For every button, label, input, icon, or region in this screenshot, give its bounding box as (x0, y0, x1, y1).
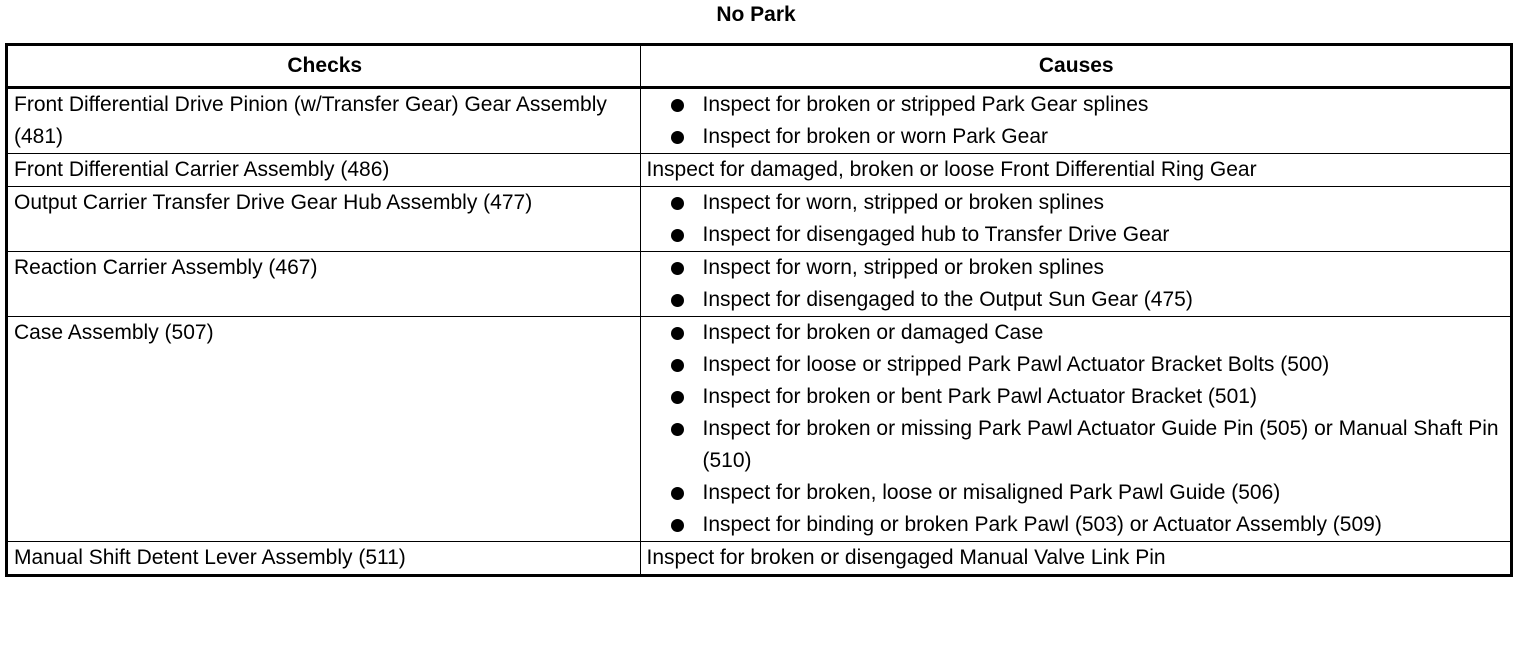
cause-item (669, 187, 1507, 219)
bullet-icon (671, 262, 684, 275)
table-row (8, 187, 1510, 252)
cause-item (669, 381, 1507, 413)
cause-list (647, 317, 1507, 541)
cause-text: Inspect for broken or missing Park Pawl Actuator Guide Pin (505) or Manual Shaft Pin (510) (702, 417, 1499, 472)
cause-text: Inspect for loose or stripped Park Pawl Actuator Bracket Bolts (500) (702, 353, 1330, 376)
cause-cell: Inspect for damaged, broken or loose Front Differential Ring Gear (640, 154, 1510, 187)
cause-text: Inspect for broken or damaged Case (702, 321, 1044, 344)
bullet-icon (671, 359, 684, 372)
bullet-icon (671, 327, 684, 340)
cause-cell (640, 88, 1510, 154)
cause-list (647, 89, 1507, 153)
bullet-icon (671, 519, 684, 532)
troubleshooting-table (8, 46, 1510, 574)
table-row (8, 154, 1510, 187)
bullet-icon (671, 391, 684, 404)
table-row (8, 542, 1510, 575)
page-title: No Park (716, 3, 796, 26)
cause-text: Inspect for binding or broken Park Pawl (503) or Actuator Assembly (509) (702, 513, 1382, 536)
table-row (8, 252, 1510, 317)
cause-item (669, 219, 1507, 251)
cause-item (669, 252, 1507, 284)
cause-item (669, 509, 1507, 541)
bullet-icon (671, 487, 684, 500)
table-row (8, 88, 1510, 154)
cause-item (669, 89, 1507, 121)
table-row (8, 317, 1510, 542)
causes-column-header: Causes (640, 46, 1510, 88)
cause-text: Inspect for disengaged hub to Transfer Drive Gear (702, 223, 1170, 246)
bullet-icon (671, 131, 684, 144)
cause-list (647, 187, 1507, 251)
cause-text: Inspect for broken or worn Park Gear (702, 125, 1048, 148)
check-cell: Output Carrier Transfer Drive Gear Hub Assembly (477) (8, 187, 640, 252)
checks-column-header: Checks (8, 46, 640, 88)
bullet-icon (671, 294, 684, 307)
bullet-icon (671, 197, 684, 210)
check-cell: Front Differential Carrier Assembly (486) (8, 154, 640, 187)
check-cell: Manual Shift Detent Lever Assembly (511) (8, 542, 640, 575)
bullet-icon (671, 229, 684, 242)
cause-text: Inspect for broken, loose or misaligned Park Pawl Guide (506) (702, 481, 1281, 504)
cause-cell (640, 317, 1510, 542)
cause-text: Inspect for worn, stripped or broken splines (702, 256, 1105, 279)
cause-cell: Inspect for broken or disengaged Manual Valve Link Pin (640, 542, 1510, 575)
cause-cell (640, 187, 1510, 252)
check-cell: Reaction Carrier Assembly (467) (8, 252, 640, 317)
cause-list (647, 252, 1507, 316)
cause-item (669, 477, 1507, 509)
cause-text: Inspect for disengaged to the Output Sun Gear (475) (702, 288, 1193, 311)
cause-item (669, 317, 1507, 349)
bullet-icon (671, 423, 684, 436)
cause-item (669, 349, 1507, 381)
cause-cell (640, 252, 1510, 317)
check-cell: Case Assembly (507) (8, 317, 640, 542)
cause-text: Inspect for broken or stripped Park Gear splines (702, 93, 1149, 116)
cause-item (669, 121, 1507, 153)
cause-text: Inspect for worn, stripped or broken splines (702, 191, 1105, 214)
table-header-row (8, 46, 1510, 88)
cause-item (669, 413, 1507, 477)
cause-text: Inspect for broken or bent Park Pawl Actuator Bracket (501) (702, 385, 1257, 408)
check-cell: Front Differential Drive Pinion (w/Transfer Gear) Gear Assembly (481) (8, 88, 640, 154)
bullet-icon (671, 99, 684, 112)
troubleshooting-table-frame (5, 43, 1513, 577)
cause-item (669, 284, 1507, 316)
